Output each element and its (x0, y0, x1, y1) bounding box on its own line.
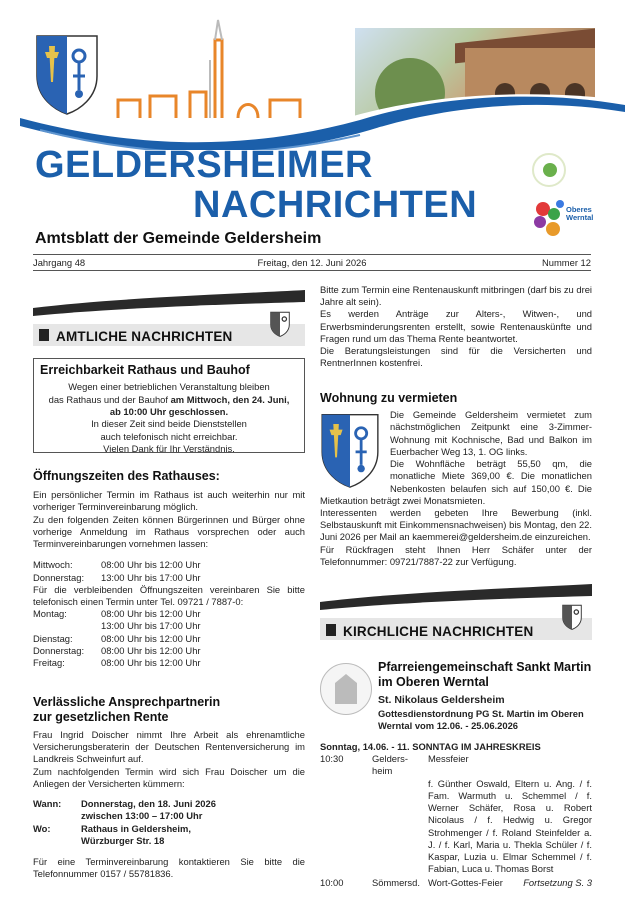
notice-line: das Rathaus und der Bauhof am Mittwoch, den 24. Juni, (48, 393, 290, 405)
schedule-row: 10:30 Gelders- heim Messfeier (320, 753, 469, 777)
notice-line: Vielen Dank für Ihr Verständnis. (103, 443, 235, 455)
article-rente (33, 695, 305, 880)
section-title-amtliche: AMTLICHE NACHRICHTEN (56, 329, 233, 344)
parish-subheading: St. Nikolaus Geldersheim (378, 694, 505, 706)
notice-line: ab 10:00 Uhr geschlossen. (109, 406, 229, 418)
masthead-subtitle: Amtsblatt der Gemeinde Geldersheim (35, 230, 322, 247)
notice-heading: Erreichbarkeit Rathaus und Bauhof (40, 363, 250, 377)
issue-year: Jahrgang 48 (33, 257, 86, 268)
article-heading: im Oberen Werntal (378, 675, 489, 689)
oberes-werntal-logo (532, 198, 592, 240)
service-order-title: Werntal vom 12.06. - 25.06.2026 (378, 719, 519, 731)
paragraph: Frau Ingrid Doischer nimmt Ihre Arbeit als ehrenamtliche Versicherungsberaterin der Deutschen Rentenversicherung im Landkreis Schweinfurt auf. (33, 729, 305, 765)
paragraph: Ein persönlicher Termin im Rathaus ist auch weiterhin nur mit vorheriger Terminvereinbarung möglich. (33, 489, 305, 513)
paragraph: Die Wohnfläche beträgt 55,50 qm, die monatliche Miete 369,00 €. Die monatlichen Nebenkosten belaufen sich auf 150,00 €. Die Mietkaution beträgt zwei Monatsmieten. (320, 458, 592, 506)
paragraph: Für eine Terminvereinbarung kontaktieren Sie bitte die Telefonnummer 0157 / 55781836. (33, 855, 305, 880)
issue-info-line (33, 254, 591, 271)
parish-emblem (320, 663, 372, 715)
service-order-title: Gottesdienstordnung PG St. Martin im Oberen (378, 707, 584, 719)
hours-row: Freitag: 08:00 Uhr bis 12:00 Uhr (33, 657, 201, 669)
masthead-title-line1: GELDERSHEIMER (35, 144, 373, 186)
article-oeffnungszeiten (33, 468, 305, 669)
hours-row: 13:00 Uhr bis 17:00 Uhr (101, 620, 201, 632)
partner-logo-round (532, 153, 566, 187)
masthead-title-line2: NACHRICHTEN (193, 184, 478, 226)
notice-line: Wegen einer betrieblichen Veranstaltung bleiben (68, 381, 270, 393)
article-pfarrei-header (378, 660, 592, 732)
article-heading: Verlässliche Ansprechpartnerin (33, 695, 221, 709)
mass-intentions: f. Günther Oswald, Eltern u. Ang. / f. Fam. Warmuth u. Schemmel / f. Werner Schäfer, Rosa u. Robert Nicolaus / f. Hedwig u. Gregor Strohmenger / f. Roland Steinfelder a. J. / f. Karl, Maria u. Thekla Schüler / f. Kaspar, Luzia u. Elmar Schemmel / f. Fabian, Luca u. Thomas Borst (428, 777, 592, 875)
paragraph: Die Beratungsleistungen sind für die Versicherten und RentnerInnen kostenfrei. (320, 345, 592, 369)
section-banner-amtliche (33, 290, 305, 352)
schedule-day: Sonntag, 14.06. - 11. SONNTAG IM JAHRESKREIS (320, 741, 541, 752)
appointment-where: Wo: Rathaus in Geldersheim, Würzburger Str. 18 (33, 822, 191, 846)
apartment-crest (320, 411, 380, 489)
appointment-when: Wann: Donnerstag, den 18. Juni 2026 zwischen 13:00 – 17:00 Uhr (33, 798, 216, 822)
paragraph: Es werden Anträge zur Alters-, Witwen-, und Erwerbsminderungsrenten erstellt, sowie Rentenauskünfte und Fragen rund um das Thema Rente beantwortet. (320, 308, 592, 344)
paragraph: Interessenten werden gebeten Ihre Bewerbung (inkl. Selbstauskunft mit Einkommensnachweisen) bis Montag, den 22. Juni 2026 per Mail an kaemmerei@geldersheim.de einzureichen. (320, 507, 592, 543)
hours-row: Donnerstag: 08:00 Uhr bis 12:00 Uhr (33, 644, 201, 656)
issue-number: Nummer 12 (542, 257, 591, 268)
hours-row: Donnerstag: 13:00 Uhr bis 17:00 Uhr (33, 571, 201, 583)
hours-row: Dienstag: 08:00 Uhr bis 12:00 Uhr (33, 632, 201, 644)
hours-row: Montag: 08:00 Uhr bis 12:00 Uhr (33, 608, 201, 620)
paragraph: Für Rückfragen steht Ihnen Herr Schäfer unter der Telefonnummer: 09721/7887-22 zur Verfügung. (320, 543, 592, 567)
notice-box-erreichbarkeit (33, 358, 305, 453)
article-heading: Wohnung zu vermieten (320, 391, 458, 405)
article-wohnung (320, 390, 592, 568)
section-title-kirchliche: KIRCHLICHE NACHRICHTEN (343, 624, 534, 639)
small-crest-icon (270, 311, 290, 337)
section-marker-icon (39, 329, 49, 341)
article-heading: zur gesetzlichen Rente (33, 710, 169, 724)
schedule-row: 10:00 Sömmersd. Wort-Gottes-Feier Fortsetzung S. 3 (320, 877, 592, 889)
notice-line: In dieser Zeit sind beide Dienststellen (91, 418, 247, 430)
section-marker-icon (326, 624, 336, 636)
paragraph: Zum nachfolgenden Termin wird sich Frau Doischer um die Anliegen der Versicherten kümmern: (33, 765, 305, 789)
paragraph: Für die verbleibenden Öffnungszeiten vereinbaren Sie bitte telefonisch einen Termin unter Tel. 09721 / 7887-0: (33, 583, 305, 607)
oberes-werntal-text: Oberes Werntal (566, 205, 594, 222)
article-heading: Pfarreiengemeinschaft Sankt Martin (378, 660, 592, 674)
service-schedule (320, 741, 592, 890)
issue-date: Freitag, den 12. Juni 2026 (257, 257, 367, 268)
notice-line: auch telefonisch nicht erreichbar. (100, 430, 238, 442)
continued-note: Fortsetzung S. 3 (523, 877, 592, 889)
article-heading: Öffnungszeiten des Rathauses: (33, 469, 220, 483)
section-banner-kirchliche (320, 584, 592, 646)
hours-row: Mittwoch: 08:00 Uhr bis 12:00 Uhr (33, 559, 201, 571)
small-crest-icon (562, 604, 582, 630)
municipality-crest (35, 32, 99, 116)
paragraph: Zu den folgenden Zeiten können Bürgerinnen und Bürger ohne vorherige Anmeldung im Rathaus vorsprechen oder auch Terminvereinbarungen vornehmen lassen: (33, 513, 305, 550)
paragraph: Bitte zum Termin eine Rentenauskunft mitbringen (darf bis zu drei Jahre alt sein). (320, 284, 592, 308)
article-rente-continued (320, 284, 592, 370)
paragraph: Die Gemeinde Geldersheim vermietet zum nächstmöglichen Zeitpunkt eine 3-Zimmer-Wohnung mit Kochnische, Bad und Balkon im Euerbacher Weg 13, 1. OG links. (390, 409, 592, 457)
